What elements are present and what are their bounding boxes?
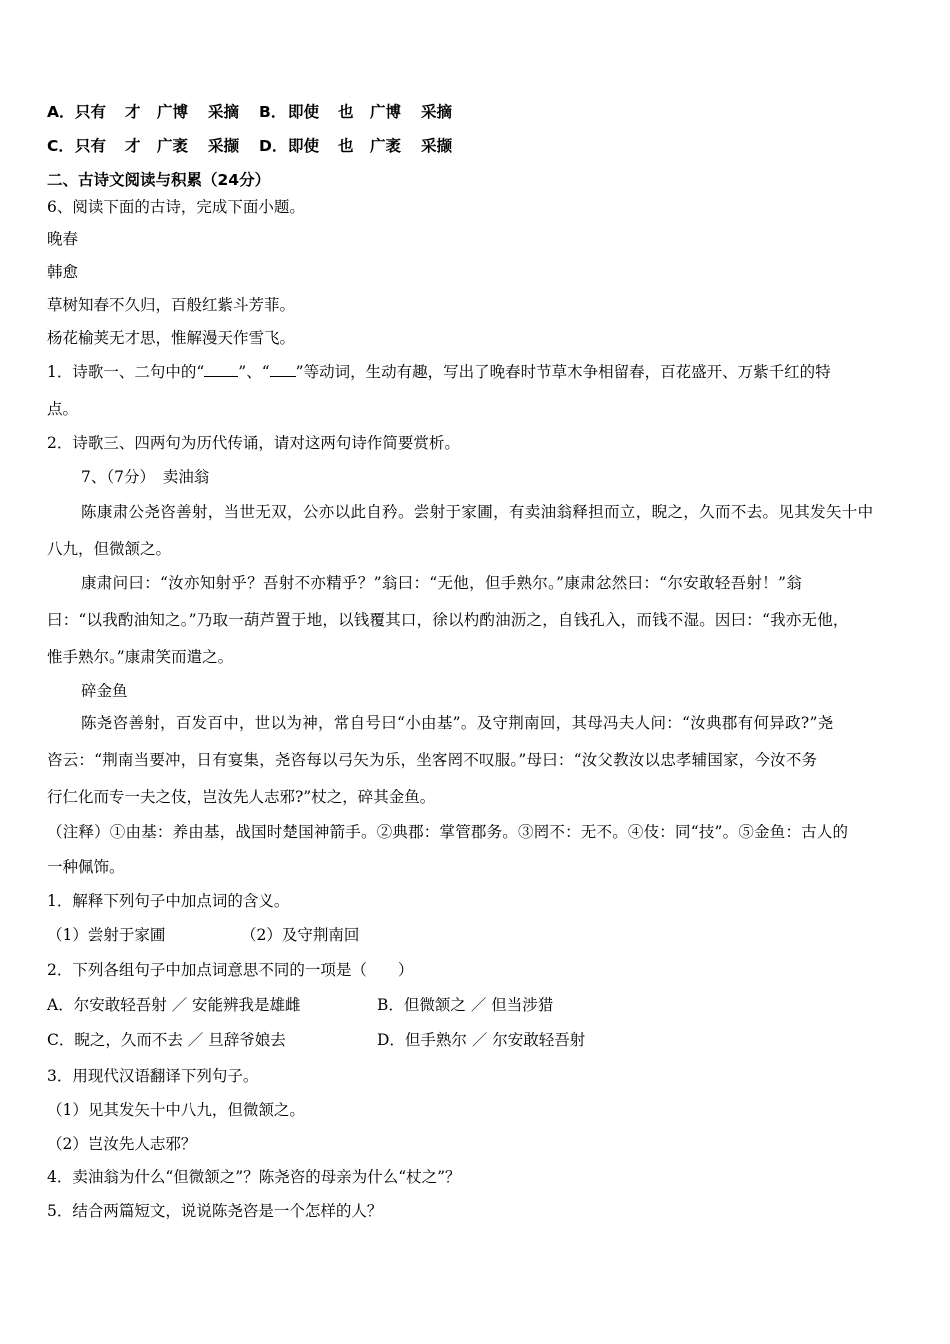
q7-sub1-item2: （2）及守荆南回: [241, 926, 360, 944]
q7-passage2-line3: 行仁化而专一夫之伎，岂汝先人志邪?”杖之，碎其金鱼。: [47, 788, 436, 806]
text2-title: 碎金鱼: [81, 682, 128, 700]
option-c-word1: 只有: [75, 137, 107, 155]
q7-passage1-line4: 曰：“以我酌油知之。”乃取一葫芦置于地，以钱覆其口，徐以杓酌油沥之，自钱孔入，而钱不湿。因曰：“我亦无他，: [47, 611, 849, 629]
option-row-cd: [47, 136, 467, 158]
option-b-word3: 广博: [370, 103, 402, 121]
option-d-label: D．: [259, 137, 288, 155]
q7-sub2-option-d: D．但手熟尔 ／ 尔安敢轻吾射: [377, 1031, 586, 1049]
poem-line-1: 草树知春不久归，百般红紫斗芳菲。: [47, 296, 296, 314]
q6-sub1-part2: ”、“: [238, 363, 270, 381]
q6-sub1-part3: ”等动词，生动有趣，写出了晚春时节草木争相留春，百花盛开、万紫千红的特: [295, 363, 831, 381]
q6-sub2: 2．诗歌三、四两句为历代传诵，请对这两句诗作简要赏析。: [47, 434, 460, 452]
q7-passage1-line1: 陈康肃公尧咨善射，当世无双，公亦以此自矜。尝射于家圃，有卖油翁释担而立，睨之，久而不去。见其发矢十中: [81, 503, 874, 521]
q7-sub2-option-c: C．睨之，久而不去 ／ 旦辞爷娘去: [47, 1031, 286, 1049]
q7-sub2-option-a: A．尔安敢轻吾射 ／ 安能辨我是雄雌: [47, 996, 301, 1014]
q6-prompt: 6、阅读下面的古诗，完成下面小题。: [47, 198, 305, 216]
annotation-line-2: 一种佩饰。: [47, 858, 125, 876]
annotation-line-1: （注释）①由基：养由基，战国时楚国神箭手。②典郡：掌管郡务。③罔不：无不。④伎：同“技”。⑤金鱼：古人的: [47, 823, 849, 841]
option-b-word2: 也: [338, 103, 354, 121]
q6-sub1-continued: 点。: [47, 400, 79, 418]
option-c-word3: 广袤: [157, 137, 189, 155]
answer-blank-2[interactable]: [270, 362, 296, 377]
q7-sub2-option-b: B．但微颔之 ／ 但当涉猎: [377, 996, 554, 1014]
option-a-label: A．: [47, 103, 75, 121]
option-row-ab: [47, 102, 467, 124]
q7-heading: 7、（7分） 卖油翁: [81, 468, 210, 486]
q7-sub3-item2: （2）岂汝先人志邪？: [47, 1135, 197, 1153]
option-b-label: B．: [259, 103, 287, 121]
q7-sub3-item1: （1）见其发矢十中八九，但微颔之。: [47, 1101, 305, 1119]
option-d-word1: 即使: [288, 137, 320, 155]
answer-blank-1[interactable]: [204, 362, 238, 377]
q7-passage2-line1: 陈尧咨善射，百发百中，世以为神，常自号曰“小由基”。及守荆南回，其母冯夫人问：“汝典郡有何异政?”尧: [81, 714, 834, 732]
option-b-word4: 采摘: [421, 103, 453, 121]
q7-passage1-line2: 八九，但微颔之。: [47, 540, 172, 558]
option-a-word2: 才: [125, 103, 141, 121]
q7-sub1: 1．解释下列句子中加点词的含义。: [47, 892, 290, 910]
q7-sub5: 5．结合两篇短文，说说陈尧咨是一个怎样的人？: [47, 1202, 383, 1220]
poem-author: 韩愈: [47, 263, 79, 281]
option-d-word3: 广袤: [370, 137, 402, 155]
option-d-word2: 也: [338, 137, 354, 155]
q7-sub3: 3．用现代汉语翻译下列句子。: [47, 1067, 259, 1085]
option-c-label: C．: [47, 137, 74, 155]
section-heading: 二、古诗文阅读与积累（24分）: [47, 171, 271, 189]
q7-passage1-line3: 康肃问曰：“汝亦知射乎？吾射不亦精乎？”翁曰：“无他，但手熟尔。”康肃忿然曰：“尔安敢轻吾射！”翁: [81, 574, 802, 592]
option-a-word3: 广博: [157, 103, 189, 121]
q6-sub1-part1: 1．诗歌一、二句中的“: [47, 363, 205, 381]
q7-sub1-item1: （1）尝射于家圃: [47, 926, 166, 944]
q6-sub1: [47, 362, 831, 382]
q7-passage2-line2: 咨云：“荆南当要冲，日有宴集，尧咨每以弓矢为乐，坐客罔不叹服。”母曰：“汝父教汝以忠孝辅国家，今汝不务: [47, 751, 818, 769]
q7-sub2: 2．下列各组句子中加点词意思不同的一项是（ ）: [47, 961, 414, 979]
q7-passage1-line5: 惟手熟尔。”康肃笑而遣之。: [47, 648, 234, 666]
option-b-word1: 即使: [288, 103, 320, 121]
q7-sub4: 4．卖油翁为什么“但微颔之”？陈尧咨的母亲为什么“杖之”？: [47, 1168, 461, 1186]
poem-line-2: 杨花榆荚无才思，惟解漫天作雪飞。: [47, 329, 296, 347]
option-c-word2: 才: [125, 137, 141, 155]
option-c-word4: 采撷: [208, 137, 240, 155]
option-a-word1: 只有: [75, 103, 107, 121]
option-a-word4: 采摘: [208, 103, 240, 121]
poem-title: 晚春: [47, 230, 79, 248]
option-d-word4: 采撷: [421, 137, 453, 155]
